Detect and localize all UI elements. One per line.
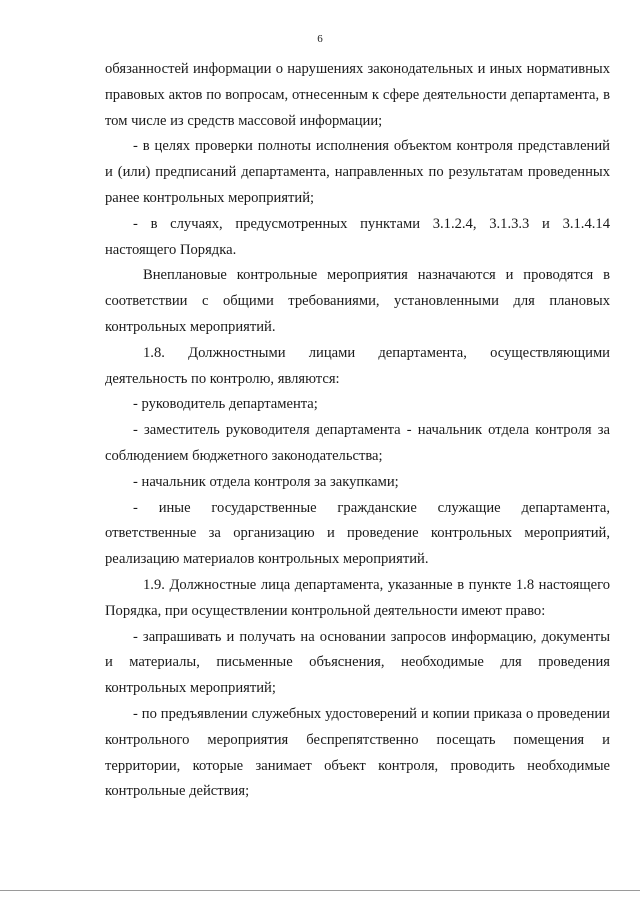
list-item-cases: - в случаях, предусмотренных пунктами 3.1.2.4, 3.1.3.3 и 3.1.4.14 настоящего Порядка. [105, 215, 610, 258]
list-item-request: - запрашивать и получать на основании запросов информацию, документы и материалы, письменные объяснения, необходимые для проведения контрольных мероприятий; [105, 628, 610, 697]
paragraph-unscheduled: Внеплановые контрольные мероприятия назначаются и проводятся в соответствии с общими требованиями, установленными для плановых контрольных мероприятий. [105, 267, 610, 335]
list-item-procurement-head: - начальник отдела контроля за закупками; [133, 473, 399, 490]
list-item-civil-servants: - иные государственные гражданские служащие департамента, ответственные за организацию и проведение контрольных мероприятий, реализацию материалов контрольных мероприятий. [105, 499, 610, 568]
bottom-scan-edge [0, 890, 640, 891]
page-number: 6 [317, 33, 323, 45]
list-item-deputy: - заместитель руководителя департамента - начальник отдела контроля за соблюдением бюджетного законодательства; [105, 422, 610, 464]
document-body [105, 57, 610, 805]
list-item-head: - руководитель департамента; [133, 396, 318, 413]
list-item-access: - по предъявлении служебных удостоверений и копии приказа о проведении контрольного мероприятия беспрепятственно посещать помещения и территории, которые занимает объект контроля, проводить необходимые контрольные действия; [105, 705, 610, 800]
clause-1-9: 1.9. Должностные лица департамента, указанные в пункте 1.8 настоящего Порядка, при осуществлении контрольной деятельности имеют право: [105, 576, 610, 619]
clause-1-8: 1.8. Должностными лицами департамента, осуществляющими деятельность по контролю, являются: [105, 344, 610, 387]
paragraph-continuation: обязанностей информации о нарушениях законодательных и иных нормативных правовых актов по вопросам, отнесенным к сфере деятельности департамента, в том числе из средств массовой информации; [105, 61, 610, 129]
list-item-verification: - в целях проверки полноты исполнения объектом контроля представлений и (или) предписаний департамента, направленных по результатам проведенных ранее контрольных мероприятий; [105, 138, 610, 206]
